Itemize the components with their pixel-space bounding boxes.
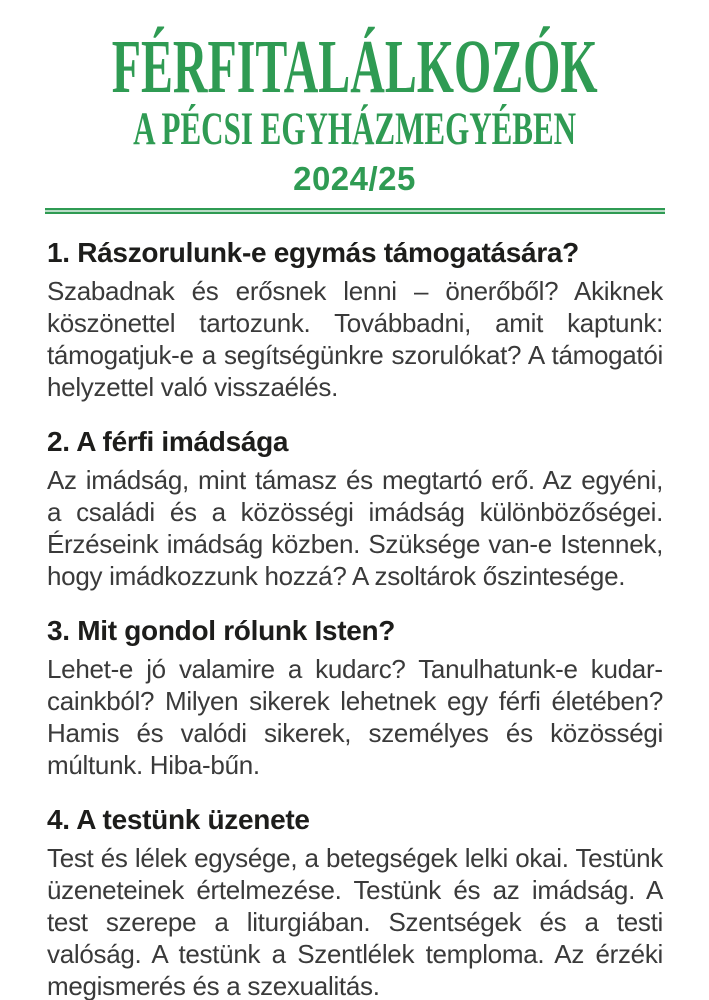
program-content <box>0 236 709 1000</box>
flyer-title: FÉRFITALÁLKOZÓK <box>111 25 598 109</box>
section-heading: 4. A testünk üzenete <box>47 803 310 835</box>
section-heading: 2. A férfi imádsága <box>47 425 289 457</box>
section-body: Az imádság, mint támasz és megtartó erő. Az egyéni, a családi és a közösségi imádság különbözőségei. Érzéseink imádság közben. Szüksége van-e Istennek, hogy imádkozzunk hozzá? A zsoltárok őszintesége. <box>47 464 663 591</box>
section-body: Szabadnak és erősnek lenni – önerőből? Akiknek köszönettel tartozunk. Továbbadni, amit kaptunk: támogatjuk-e a segítségünkre szorulókat? A támogatói helyzettel való visszaélés. <box>47 275 663 402</box>
flyer-subtitle-wrap <box>0 100 709 153</box>
season-label: 2024/25 <box>293 159 416 197</box>
program-section-2 <box>47 425 663 592</box>
divider-rule <box>45 208 665 214</box>
section-heading: 3. Mit gondol rólunk Isten? <box>47 614 396 646</box>
program-section-4 <box>47 803 663 1000</box>
section-body: Lehet-e jó valamire a kudarc? Tanulhatunk-e kudarcainkból? Milyen sikerek lehetnek egy férfi életében? Hamis és valódi sikerek, személyes és közösségi múltunk. Hiba-bűn. <box>47 653 663 780</box>
section-body: Test és lélek egysége, a betegségek lelki okai. Testünk üzeneteinek értelmezése. Testünk és az imádság. A test szerepe a liturgiában. Szentségek és a testi valóság. A testünk a Szentlélek temploma. Az érzéki megismerés és a szexualitás. <box>47 842 663 1000</box>
program-section-1 <box>47 236 663 403</box>
flyer-subtitle: A PÉCSI EGYHÁZMEGYÉBEN <box>133 102 576 155</box>
flyer-header <box>0 0 709 214</box>
program-section-3 <box>47 614 663 781</box>
flyer-title-wrap <box>0 25 709 109</box>
section-heading: 1. Rászorulunk-e egymás támogatására? <box>47 236 579 268</box>
